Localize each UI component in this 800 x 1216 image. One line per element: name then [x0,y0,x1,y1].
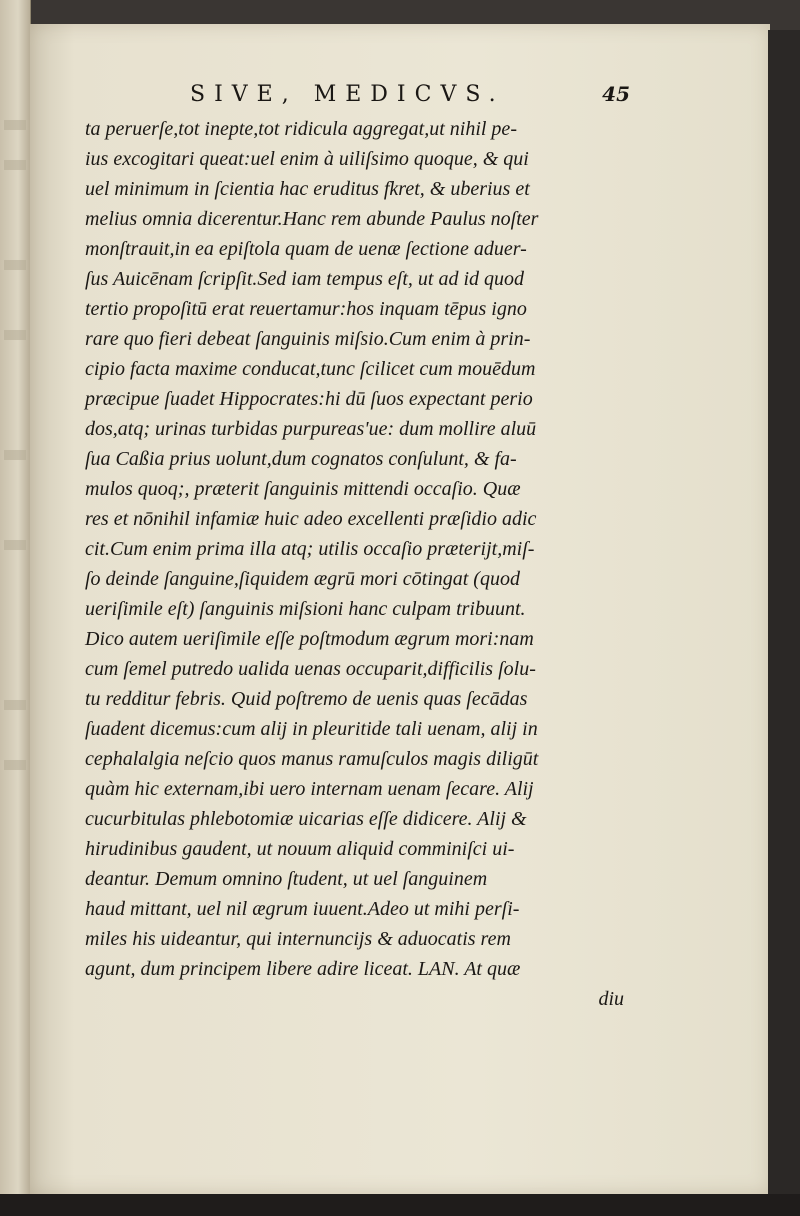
bleed-through-mark [4,120,26,130]
text-line: agunt, dum principem libere adire liceat. LAN. At quæ [85,958,521,980]
text-line: res et nōnihil infamiæ huic adeo excellenti præſidio adic [85,508,537,530]
bleed-through-mark [4,260,26,270]
text-line: ſus Auicēnam ſcripſit.Sed iam tempus eſt, ut ad id quod [85,268,525,290]
text-line: deantur. Demum omnino ſtudent, ut uel ſanguinem [85,868,488,890]
text-line: cephalalgia neſcio quos manus ramuſculos magis diligūt [85,748,539,770]
text-line: præcipue ſuadet Hippocrates:hi dū ſuos expectant perio [85,388,533,410]
text-line: ius excogitari queat:uel enim à uiliſsimo quoque, & qui [85,148,529,170]
text-line: cit.Cum enim prima illa atq; utilis occaſio præterijt,miſ- [85,538,535,560]
facing-page-edge [0,0,31,1216]
text-line: rare quo fieri debeat ſanguinis miſsio.Cum enim à prin- [85,328,531,350]
text-line: hirudinibus gaudent, ut nouum aliquid comminiſci ui- [85,838,515,860]
page-edge-shadow [768,30,800,1216]
running-title: SIVE, MEDICVS. [190,82,505,107]
text-line: miles his uideantur, qui internuncijs & aduocatis rem [85,928,511,950]
text-line: tu redditur febris. Quid poſtremo de uenis quas ſecādas [85,688,528,710]
text-line: monſtrauit,in ea epiſtola quam de uenæ ſectione aduer- [85,238,527,260]
text-line: cum ſemel putredo ualida uenas occuparit,difficilis ſolu- [85,658,536,680]
bleed-through-mark [4,160,26,170]
bleed-through-mark [4,450,26,460]
text-line: mulos quoq;, præterit ſanguinis mittendi occaſio. Quæ [85,478,521,500]
bleed-through-mark [4,330,26,340]
text-line: quàm hic externam,ibi uero internam uenam ſecare. Alij [85,778,534,800]
text-line: dos,atq; urinas turbidas purpureas'ue: dum mollire aluū [85,418,537,440]
text-line: ta peruerſe,tot inepte,tot ridicula aggregat,ut nihil pe- [85,118,517,140]
scan-background [0,1194,800,1216]
page-number: 45 [602,82,630,106]
text-line: uel minimum in ſcientia hac eruditus fkret, & uberius et [85,178,530,200]
text-line: ueriſimile eſt) ſanguinis miſsioni hanc culpam tribuunt. [85,598,526,620]
text-line: Dico autem ueriſimile eſſe poſtmodum ægrum mori:nam [85,628,534,650]
bleed-through-mark [4,760,26,770]
text-line: tertio propoſitū erat reuertamur:hos inquam tēpus igno [85,298,527,320]
body-text [85,114,630,1014]
bleed-through-mark [4,540,26,550]
text-line: haud mittant, uel nil ægrum iuuent.Adeo ut mihi perſi- [85,898,520,920]
text-line: ſua Caßia prius uolunt,dum cognatos conſulunt, & fa- [85,448,517,470]
text-line: melius omnia dicerentur.Hanc rem abunde Paulus noſter [85,208,539,230]
bleed-through-mark [4,700,26,710]
catchword: diu [598,988,624,1010]
text-line: ſuadent dicemus:cum alij in pleuritide tali uenam, alij in [85,718,538,740]
text-line: cipio facta maxime conducat,tunc ſcilicet cum mouēdum [85,358,536,380]
text-line: ſo deinde ſanguine,ſiquidem ægrū mori cōtingat (quod [85,568,520,590]
text-line: cucurbitulas phlebotomiæ uicarias eſſe didicere. Alij & [85,808,527,830]
